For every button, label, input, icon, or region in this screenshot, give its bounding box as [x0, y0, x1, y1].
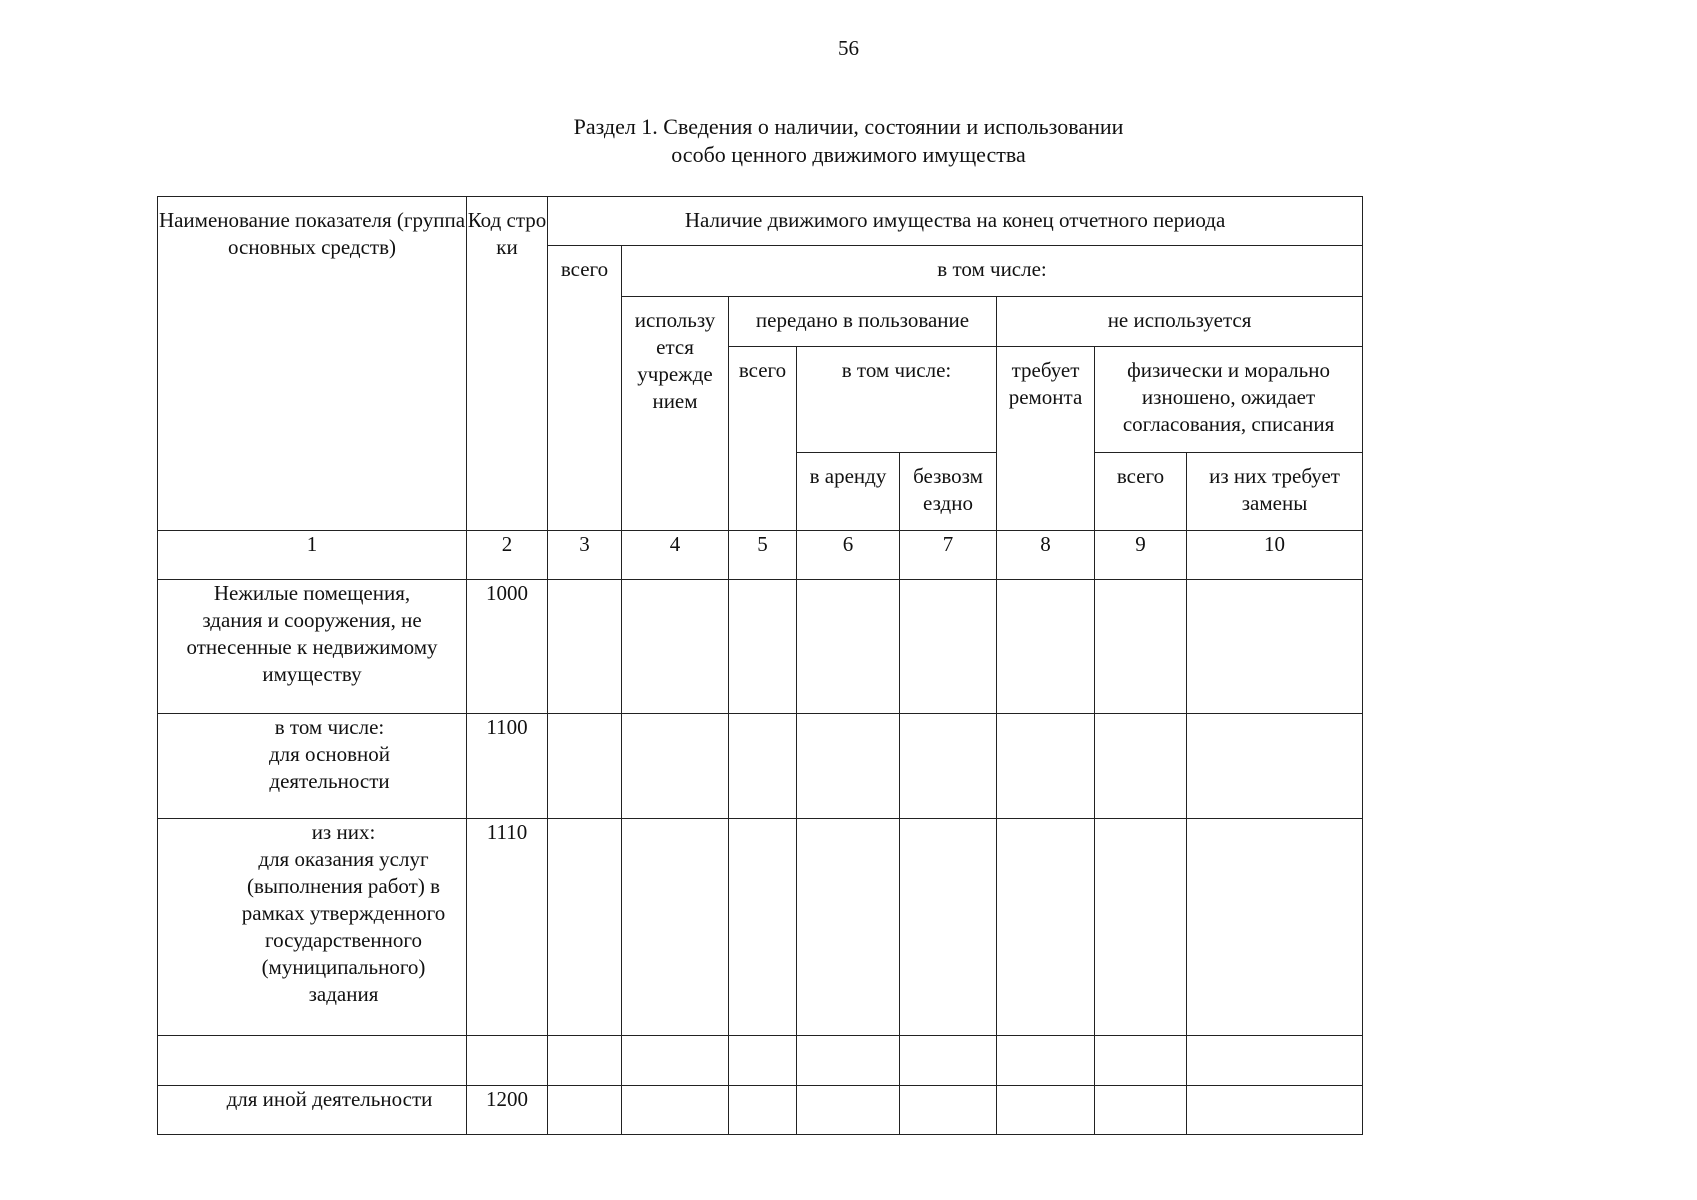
- header-rent: в аренду: [797, 453, 900, 531]
- value-cell[interactable]: [548, 1086, 622, 1135]
- row-name-line: здания и сооружения, не: [202, 608, 422, 632]
- table-row: [158, 1086, 1363, 1135]
- value-cell[interactable]: [729, 1086, 797, 1135]
- section-title: [0, 113, 1697, 169]
- column-number: 10: [1187, 531, 1363, 580]
- value-cell[interactable]: [729, 819, 797, 1036]
- row-name-line: из них:: [311, 820, 376, 844]
- row-name: [158, 1036, 467, 1086]
- value-cell[interactable]: [622, 1086, 729, 1135]
- value-cell[interactable]: [548, 714, 622, 819]
- row-code: 1000: [467, 580, 548, 714]
- row-name-line: в том числе:: [274, 715, 385, 739]
- value-cell[interactable]: [997, 1036, 1095, 1086]
- value-cell[interactable]: [900, 1036, 997, 1086]
- header-availability: Наличие движимого имущества на конец отчетного периода: [548, 197, 1363, 246]
- header-worn-out: физически и морально изношено, ожидает согласования, списания: [1095, 347, 1363, 453]
- value-cell[interactable]: [1095, 819, 1187, 1036]
- row-name-line: деятельности: [269, 769, 390, 793]
- header-needs-repair: требует ремонта: [997, 347, 1095, 531]
- row-name: [158, 714, 467, 819]
- value-cell[interactable]: [1187, 714, 1363, 819]
- value-cell[interactable]: [797, 714, 900, 819]
- value-cell[interactable]: [1095, 714, 1187, 819]
- value-cell[interactable]: [1095, 580, 1187, 714]
- value-cell[interactable]: [622, 714, 729, 819]
- value-cell[interactable]: [997, 819, 1095, 1036]
- row-name-line: государственного: [264, 928, 423, 952]
- row-name-line: задания: [308, 982, 379, 1006]
- column-number: 7: [900, 531, 997, 580]
- value-cell[interactable]: [1187, 580, 1363, 714]
- section-title-line-2: особо ценного движимого имущества: [671, 142, 1026, 167]
- value-cell[interactable]: [729, 1036, 797, 1086]
- column-number: 9: [1095, 531, 1187, 580]
- column-number: 3: [548, 531, 622, 580]
- header-not-used: не используется: [997, 297, 1363, 347]
- column-number: 1: [158, 531, 467, 580]
- column-number-row: [158, 531, 1363, 580]
- table-row: [158, 580, 1363, 714]
- row-name: [158, 1086, 467, 1135]
- value-cell[interactable]: [729, 714, 797, 819]
- row-name-line: отнесенные к недвижимому: [186, 635, 438, 659]
- header-including: в том числе:: [622, 246, 1363, 297]
- value-cell[interactable]: [548, 819, 622, 1036]
- value-cell[interactable]: [997, 714, 1095, 819]
- value-cell[interactable]: [797, 580, 900, 714]
- row-name-line: для основной: [268, 742, 391, 766]
- page-number: 56: [838, 36, 859, 60]
- table-row: [158, 819, 1363, 1036]
- row-name-line: (выполнения работ) в: [247, 874, 440, 898]
- property-table: [157, 196, 1363, 1135]
- value-cell[interactable]: [548, 1036, 622, 1086]
- value-cell[interactable]: [900, 714, 997, 819]
- value-cell[interactable]: [797, 1086, 900, 1135]
- header-transferred: передано в пользование: [729, 297, 997, 347]
- header-transferred-total: всего: [729, 347, 797, 531]
- section-title-line-1: Раздел 1. Сведения о наличии, состоянии и использовании: [573, 114, 1124, 139]
- row-name: [158, 580, 467, 714]
- row-name-line: (муниципального): [261, 955, 426, 979]
- value-cell[interactable]: [729, 580, 797, 714]
- header-name: Наименование показателя (группа основных средств): [158, 197, 467, 531]
- row-code: 1100: [467, 714, 548, 819]
- row-name-line: рамках утвержденного: [241, 901, 446, 925]
- row-name-line: Нежилые помещения,: [213, 581, 411, 605]
- value-cell[interactable]: [900, 819, 997, 1036]
- value-cell[interactable]: [1095, 1086, 1187, 1135]
- value-cell[interactable]: [997, 580, 1095, 714]
- header-total: всего: [548, 246, 622, 531]
- row-code: 1200: [467, 1086, 548, 1135]
- header-free-use: безвозм ездно: [900, 453, 997, 531]
- value-cell[interactable]: [1187, 1036, 1363, 1086]
- header-worn-total: всего: [1095, 453, 1187, 531]
- table-row: [158, 1036, 1363, 1086]
- row-name-line: для оказания услуг: [258, 847, 429, 871]
- value-cell[interactable]: [797, 1036, 900, 1086]
- value-cell[interactable]: [548, 580, 622, 714]
- value-cell[interactable]: [1187, 1086, 1363, 1135]
- row-name: [158, 819, 467, 1036]
- value-cell[interactable]: [622, 580, 729, 714]
- table-row: [158, 714, 1363, 819]
- value-cell[interactable]: [622, 819, 729, 1036]
- column-number: 4: [622, 531, 729, 580]
- value-cell[interactable]: [622, 1036, 729, 1086]
- column-number: 6: [797, 531, 900, 580]
- header-transferred-including: в том числе:: [797, 347, 997, 453]
- header-code: Код стро ки: [467, 197, 548, 531]
- value-cell[interactable]: [1187, 819, 1363, 1036]
- value-cell[interactable]: [997, 1086, 1095, 1135]
- value-cell[interactable]: [900, 1086, 997, 1135]
- row-name-line: имуществу: [262, 662, 362, 686]
- row-code: 1110: [467, 819, 548, 1036]
- column-number: 2: [467, 531, 548, 580]
- row-name-line: для иной деятельности: [226, 1087, 433, 1111]
- value-cell[interactable]: [797, 819, 900, 1036]
- header-needs-replacement: из них требует замены: [1187, 453, 1363, 531]
- header-used: использу ется учрежде нием: [622, 297, 729, 531]
- column-number: 8: [997, 531, 1095, 580]
- value-cell[interactable]: [1095, 1036, 1187, 1086]
- column-number: 5: [729, 531, 797, 580]
- value-cell[interactable]: [900, 580, 997, 714]
- row-code: [467, 1036, 548, 1086]
- header-row-1: [158, 197, 1363, 246]
